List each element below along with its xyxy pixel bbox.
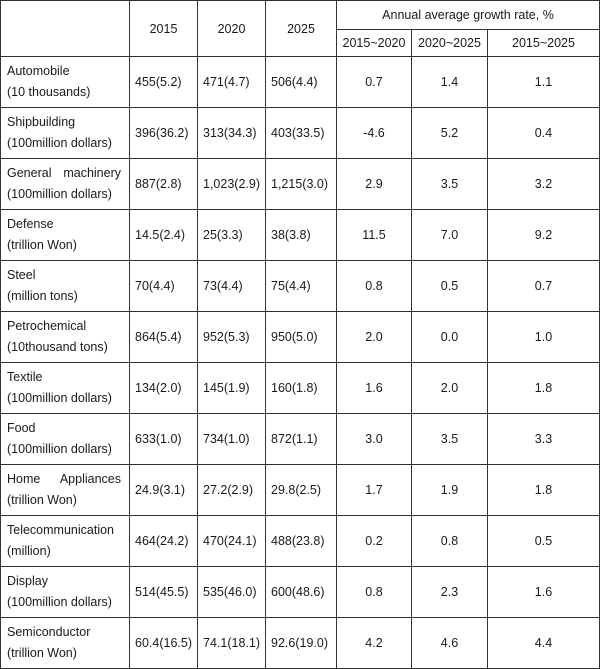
value-cell: 70(4.4) (130, 261, 198, 312)
growth-cell: 0.7 (337, 57, 412, 108)
growth-cell: 1.8 (488, 465, 600, 516)
growth-cell: 4.6 (412, 618, 488, 669)
value-cell: 734(1.0) (198, 414, 266, 465)
growth-cell: 0.5 (412, 261, 488, 312)
growth-cell: 9.2 (488, 210, 600, 261)
table-row (1, 57, 600, 108)
header-row (1, 1, 600, 30)
industry-name: Shipbuilding (7, 115, 76, 129)
value-cell: 160(1.8) (266, 363, 337, 414)
value-cell: 506(4.4) (266, 57, 337, 108)
industry-name: Display (7, 574, 48, 588)
growth-cell: 1.4 (412, 57, 488, 108)
value-cell: 25(3.3) (198, 210, 266, 261)
value-cell: 74.1(18.1) (198, 618, 266, 669)
growth-cell: 2.3 (412, 567, 488, 618)
industry-label (1, 108, 130, 159)
industry-unit: (10 thousands) (7, 85, 91, 99)
value-cell: 471(4.7) (198, 57, 266, 108)
period-header: 2015~2020 (337, 30, 412, 57)
table-row (1, 159, 600, 210)
industry-label (1, 210, 130, 261)
industry-unit: (million tons) (7, 289, 78, 303)
value-cell: 887(2.8) (130, 159, 198, 210)
value-cell: 633(1.0) (130, 414, 198, 465)
industry-unit: (100million dollars) (7, 391, 112, 405)
industry-name: Semiconductor (7, 625, 91, 639)
value-cell: 145(1.9) (198, 363, 266, 414)
table-row (1, 261, 600, 312)
industry-name: Telecommunication (7, 523, 114, 537)
growth-cell: 1.7 (337, 465, 412, 516)
growth-cell: 1.6 (337, 363, 412, 414)
industry-unit: (100million dollars) (7, 442, 112, 456)
industry-label (1, 363, 130, 414)
value-cell: 514(45.5) (130, 567, 198, 618)
growth-cell: 3.2 (488, 159, 600, 210)
industry-label (1, 516, 130, 567)
growth-cell: 0.5 (488, 516, 600, 567)
industry-label (1, 159, 130, 210)
value-cell: 75(4.4) (266, 261, 337, 312)
value-cell: 872(1.1) (266, 414, 337, 465)
year-header: 2025 (266, 1, 337, 57)
growth-cell: 1.8 (488, 363, 600, 414)
corner-cell (1, 1, 130, 57)
industry-name: Textile (7, 370, 43, 384)
industry-unit: (trillion Won) (7, 493, 77, 507)
value-cell: 14.5(2.4) (130, 210, 198, 261)
table-row (1, 363, 600, 414)
growth-cell: 4.4 (488, 618, 600, 669)
growth-cell: 0.7 (488, 261, 600, 312)
growth-cell: 5.2 (412, 108, 488, 159)
value-cell: 403(33.5) (266, 108, 337, 159)
table-row (1, 210, 600, 261)
growth-cell: 1.1 (488, 57, 600, 108)
value-cell: 470(24.1) (198, 516, 266, 567)
value-cell: 864(5.4) (130, 312, 198, 363)
industry-unit: (trillion Won) (7, 238, 77, 252)
value-cell: 73(4.4) (198, 261, 266, 312)
period-header: 2015~2025 (488, 30, 600, 57)
industry-name: Defense (7, 217, 54, 231)
value-cell: 29.8(2.5) (266, 465, 337, 516)
industry-name: Food (7, 421, 36, 435)
value-cell: 1,215(3.0) (266, 159, 337, 210)
growth-cell: 3.5 (412, 414, 488, 465)
industry-label (1, 414, 130, 465)
industry-label (1, 465, 130, 516)
value-cell: 92.6(19.0) (266, 618, 337, 669)
table-row (1, 567, 600, 618)
industry-unit: (100million dollars) (7, 595, 112, 609)
period-header: 2020~2025 (412, 30, 488, 57)
growth-cell: 0.0 (412, 312, 488, 363)
value-cell: 60.4(16.5) (130, 618, 198, 669)
industry-name: Home Appliances (7, 472, 121, 486)
growth-cell: 0.8 (337, 567, 412, 618)
value-cell: 134(2.0) (130, 363, 198, 414)
table-row (1, 618, 600, 669)
growth-cell: 3.3 (488, 414, 600, 465)
growth-cell: 0.4 (488, 108, 600, 159)
value-cell: 464(24.2) (130, 516, 198, 567)
value-cell: 24.9(3.1) (130, 465, 198, 516)
industry-unit: (100million dollars) (7, 187, 112, 201)
growth-cell: 3.0 (337, 414, 412, 465)
growth-cell: 7.0 (412, 210, 488, 261)
growth-rate-header: Annual average growth rate, % (337, 1, 600, 30)
year-header: 2015 (130, 1, 198, 57)
value-cell: 950(5.0) (266, 312, 337, 363)
growth-cell: 4.2 (337, 618, 412, 669)
industry-unit: (100million dollars) (7, 136, 112, 150)
growth-cell: 0.2 (337, 516, 412, 567)
value-cell: 396(36.2) (130, 108, 198, 159)
growth-cell: 1.6 (488, 567, 600, 618)
growth-cell: 2.9 (337, 159, 412, 210)
growth-cell: 0.8 (412, 516, 488, 567)
industry-label (1, 261, 130, 312)
industry-name: Petrochemical (7, 319, 87, 333)
table-row (1, 414, 600, 465)
industry-label (1, 567, 130, 618)
industry-unit: (10thousand tons) (7, 340, 108, 354)
industry-label (1, 57, 130, 108)
growth-cell: 0.8 (337, 261, 412, 312)
industry-name: General machinery (7, 166, 121, 180)
table-row (1, 108, 600, 159)
industry-label (1, 618, 130, 669)
value-cell: 455(5.2) (130, 57, 198, 108)
growth-cell: 1.0 (488, 312, 600, 363)
value-cell: 535(46.0) (198, 567, 266, 618)
table-row (1, 516, 600, 567)
growth-cell: 2.0 (337, 312, 412, 363)
value-cell: 1,023(2.9) (198, 159, 266, 210)
growth-cell: 1.9 (412, 465, 488, 516)
value-cell: 600(48.6) (266, 567, 337, 618)
growth-cell: 3.5 (412, 159, 488, 210)
value-cell: 488(23.8) (266, 516, 337, 567)
year-header: 2020 (198, 1, 266, 57)
industry-unit: (million) (7, 544, 51, 558)
industry-unit: (trillion Won) (7, 646, 77, 660)
growth-cell: 11.5 (337, 210, 412, 261)
table-row (1, 465, 600, 516)
industry-name: Automobile (7, 64, 70, 78)
industry-label (1, 312, 130, 363)
industry-name: Steel (7, 268, 36, 282)
value-cell: 38(3.8) (266, 210, 337, 261)
value-cell: 952(5.3) (198, 312, 266, 363)
growth-cell: 2.0 (412, 363, 488, 414)
value-cell: 313(34.3) (198, 108, 266, 159)
value-cell: 27.2(2.9) (198, 465, 266, 516)
table-row (1, 312, 600, 363)
growth-cell: -4.6 (337, 108, 412, 159)
